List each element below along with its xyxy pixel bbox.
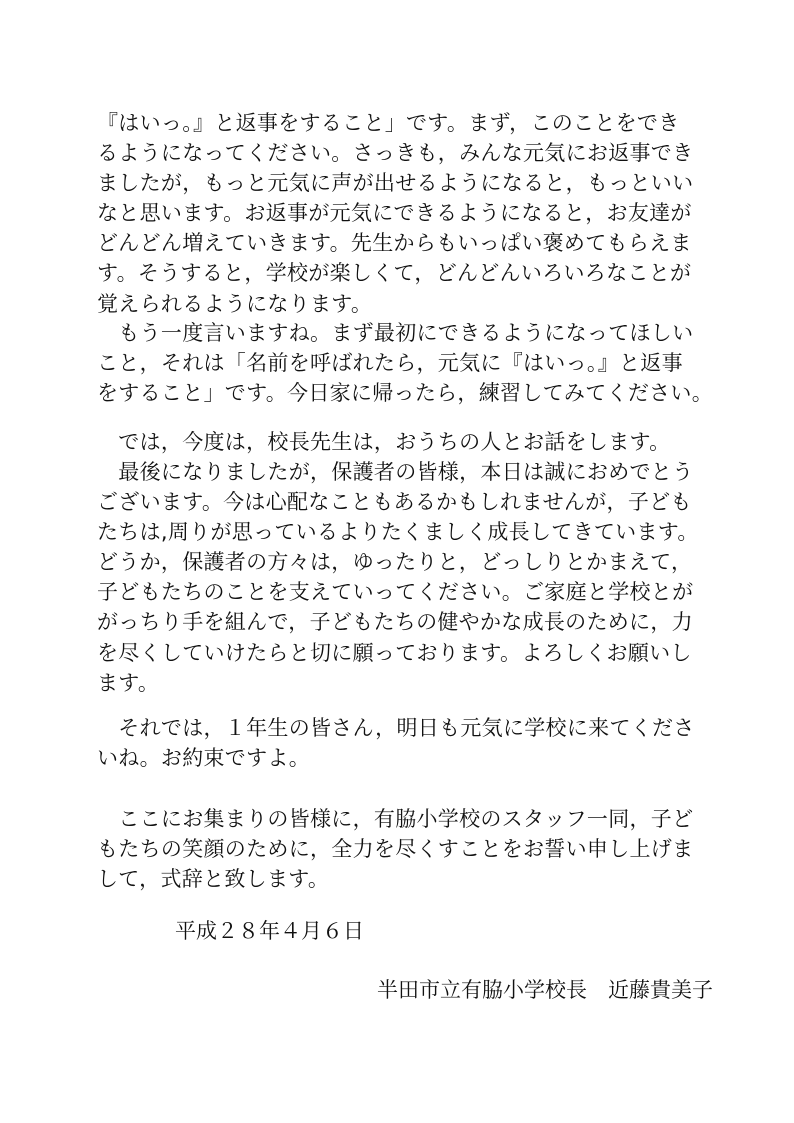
paragraph-reply-practice <box>97 108 715 319</box>
paragraph-guardians <box>97 457 715 698</box>
text-line: もう一度言いますね。まず最初にできるようになってほしい <box>97 321 694 345</box>
paragraph-transition <box>97 427 715 457</box>
text-line: ます。 <box>97 670 160 695</box>
paragraph-first-graders <box>97 713 715 773</box>
text-line: それでは，１年生の皆さん，明日も元気に学校に来てくださ <box>97 716 695 740</box>
text-line: して，式辞と致します。 <box>97 867 330 892</box>
text-line: では，今度は，校長先生は，おうちの人とお話をします。 <box>97 430 671 454</box>
text-line: 『はいっ。』と返事をすること」です。まず，このことをでき <box>97 111 680 135</box>
text-line: たちは,周りが思っているよりたくましく成長してきています。 <box>97 520 699 545</box>
text-line: がっちり手を組んで，子どもたちの健やかな成長のために，力 <box>97 610 693 635</box>
document-date: 平成２８年４月６日 <box>175 919 364 943</box>
text-line: ございます。今は心配なこともあるかもしれませんが，子ども <box>97 490 692 515</box>
text-line: もたちの笑顔のために，全力を尽くすことをお誓い申し上げま <box>97 837 694 862</box>
text-line: どんどん増えていきます。先生からもいっぱい褒めてもらえま <box>97 231 692 256</box>
text-line: ましたが，もっと元気に声が出せるようになると，もっといい <box>97 171 694 196</box>
text-line: ここにお集まりの皆様に，有脇小学校のスタッフ一同，子ど <box>97 807 694 831</box>
text-line: を尽くしていけたらと切に願っております。よろしくお願いし <box>97 640 692 665</box>
text-line: 子どもたちのことを支えていってください。ご家庭と学校とが <box>97 580 694 605</box>
text-line: なと思います。お返事が元気にできるようになると，お友達が <box>97 201 692 226</box>
text-line: いね。お約束ですよ。 <box>97 746 310 771</box>
paragraph-closing <box>97 804 715 894</box>
text-line: どうか，保護者の方々は，ゆったりと，どっしりとかまえて， <box>97 550 693 575</box>
text-line: 覚えられるようになります。 <box>97 291 373 316</box>
text-line: こと，それは「名前を呼ばれたら，元気に『はいっ。』と返事 <box>97 351 683 376</box>
text-line: るようになってください。さっきも，みんな元気にお返事でき <box>97 141 694 166</box>
text-line: 最後になりましたが，保護者の皆様，本日は誠におめでとう <box>97 460 694 484</box>
text-line: をすること」です。今日家に帰ったら，練習してみてください。 <box>97 381 714 406</box>
principal-signature: 半田市立有脇小学校長 近藤貴美子 <box>377 978 713 1002</box>
paragraph-repeat-message <box>97 318 715 408</box>
text-line: す。そうすると，学校が楽しくて，どんどんいろいろなことが <box>97 261 692 286</box>
